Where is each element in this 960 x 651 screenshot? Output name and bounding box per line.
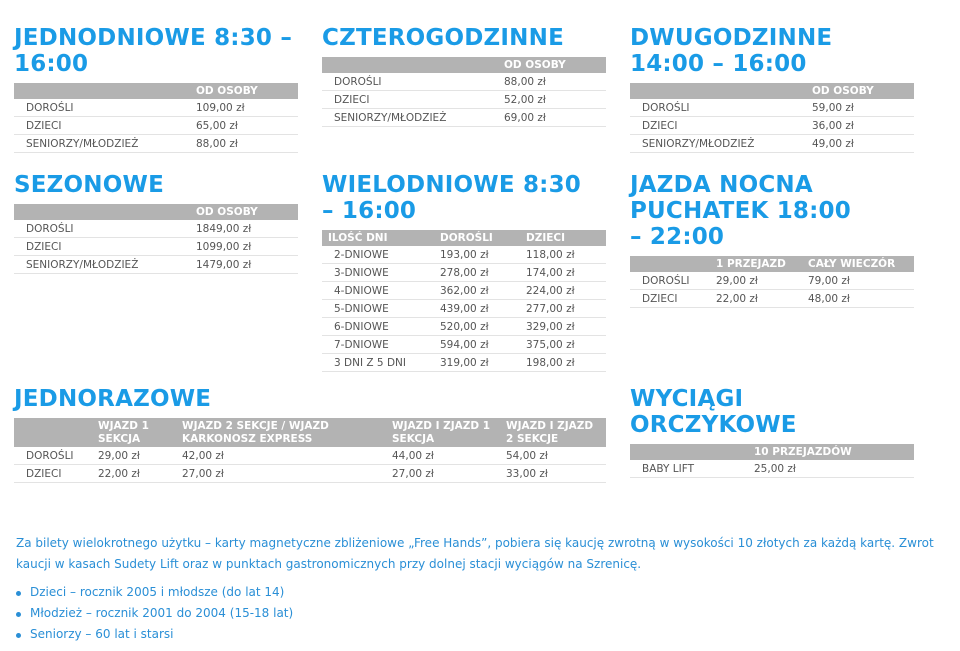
table-header-row [14,418,606,447]
section-czterogodzinne [322,25,606,127]
column-header [630,444,748,460]
section-dwugodzinne [630,25,914,153]
table-header-row [14,204,298,220]
column-header: OD OSOBY [190,204,298,220]
price-cell: 1479,00 zł [190,256,298,274]
table-row [630,99,914,117]
price-table [630,444,914,478]
row-label: DZIECI [630,117,806,135]
price-table [14,83,298,153]
table-row [630,272,914,290]
column-header: 10 PRZEJAZDÓW [748,444,914,460]
column-header: DOROŚLI [434,230,520,246]
price-cell: 109,00 zł [190,99,298,117]
section-title: JEDNORAZOWE [14,386,212,412]
price-table [630,83,914,153]
price-cell: 27,00 zł [386,465,500,483]
table-row [630,117,914,135]
price-cell: 375,00 zł [520,336,606,354]
table-row [14,135,298,153]
column-header: DZIECI [520,230,606,246]
price-cell: 1099,00 zł [190,238,298,256]
table-row [322,300,606,318]
table-header-row [322,230,606,246]
table-row [322,73,606,91]
price-cell: 79,00 zł [802,272,914,290]
row-label: DOROŚLI [322,73,498,91]
column-header: OD OSOBY [806,83,914,99]
age-groups-list [16,582,293,645]
section-wyciagi [630,386,914,478]
column-header: WJAZD I ZJAZD 1 SEKCJA [386,418,500,447]
row-label: 7-DNIOWE [322,336,434,354]
section-wielodniowe [322,172,606,372]
table-header-row [630,444,914,460]
column-header: 1 PRZEJAZD [710,256,802,272]
column-header [630,83,806,99]
section-sezonowe [14,172,298,274]
section-title: JEDNODNIOWE 8:30 – 16:00 [14,25,293,77]
row-label: SENIORZY/MŁODZIEŻ [14,135,190,153]
table-row [322,264,606,282]
price-table [322,230,606,372]
column-header: WJAZD I ZJAZD 2 SEKCJE [500,418,606,447]
list-item: Dzieci – rocznik 2005 i młodsze (do lat 14) [16,582,293,603]
section-title: WYCIĄGI ORCZYKOWE [630,386,797,438]
table-row [322,336,606,354]
row-label: DZIECI [322,91,498,109]
price-cell: 278,00 zł [434,264,520,282]
table-row [14,238,298,256]
price-cell: 520,00 zł [434,318,520,336]
table-row [630,460,914,478]
row-label: 3 DNI Z 5 DNI [322,354,434,372]
price-cell: 174,00 zł [520,264,606,282]
price-table [322,57,606,127]
table-header-row [322,57,606,73]
column-header [14,204,190,220]
section-title: SEZONOWE [14,172,164,198]
price-cell: 88,00 zł [190,135,298,153]
row-label: DZIECI [14,465,92,483]
column-header [322,57,498,73]
price-cell: 49,00 zł [806,135,914,153]
row-label: DZIECI [14,117,190,135]
price-cell: 362,00 zł [434,282,520,300]
row-label: SENIORZY/MŁODZIEŻ [14,256,190,274]
price-cell: 29,00 zł [92,447,176,465]
price-table [14,204,298,274]
price-cell: 88,00 zł [498,73,606,91]
section-jednodniowe [14,25,298,153]
table-row [322,354,606,372]
price-cell: 1849,00 zł [190,220,298,238]
price-cell: 329,00 zł [520,318,606,336]
table-row [630,135,914,153]
table-row [322,91,606,109]
price-cell: 439,00 zł [434,300,520,318]
row-label: DOROŚLI [630,272,710,290]
column-header: CAŁY WIECZÓR [802,256,914,272]
column-header [630,256,710,272]
row-label: SENIORZY/MŁODZIEŻ [630,135,806,153]
price-cell: 594,00 zł [434,336,520,354]
table-header-row [630,256,914,272]
table-row [14,99,298,117]
price-cell: 42,00 zł [176,447,386,465]
section-title: CZTEROGODZINNE [322,25,564,51]
row-label: DZIECI [630,290,710,308]
table-row [322,109,606,127]
price-cell: 277,00 zł [520,300,606,318]
deposit-note: Za bilety wielokrotnego użytku – karty magnetyczne zbliżeniowe „Free Hands”, pobiera się kaucję zwrotną w wysokości 10 złotych za każdą kartę. Zwrot kaucji w kasach Sudety Lift oraz w punktach gastronomicznych przy dolnej stacji wyciągów na Szrenicę. [16,536,934,571]
row-label: 5-DNIOWE [322,300,434,318]
list-item: Seniorzy – 60 lat i starsi [16,624,293,645]
row-label: DOROŚLI [14,99,190,117]
section-title: DWUGODZINNE 14:00 – 16:00 [630,25,833,77]
table-row [14,220,298,238]
row-label: DOROŚLI [14,220,190,238]
row-label: BABY LIFT [630,460,748,478]
price-cell: 25,00 zł [748,460,914,478]
price-cell: 36,00 zł [806,117,914,135]
price-cell: 198,00 zł [520,354,606,372]
price-cell: 118,00 zł [520,246,606,264]
list-item: Młodzież – rocznik 2001 do 2004 (15-18 lat) [16,603,293,624]
row-label: DOROŚLI [630,99,806,117]
section-title: JAZDA NOCNA PUCHATEK 18:00 – 22:00 [630,172,851,250]
price-cell: 22,00 zł [710,290,802,308]
price-cell: 193,00 zł [434,246,520,264]
column-header: ILOŚĆ DNI [322,230,434,246]
row-label: 4-DNIOWE [322,282,434,300]
column-header: WJAZD 1 SEKCJA [92,418,176,447]
price-table [630,256,914,308]
table-row [322,246,606,264]
row-label: 3-DNIOWE [322,264,434,282]
row-label: SENIORZY/MŁODZIEŻ [322,109,498,127]
table-row [630,290,914,308]
price-cell: 319,00 zł [434,354,520,372]
column-header: OD OSOBY [190,83,298,99]
table-header-row [630,83,914,99]
price-cell: 33,00 zł [500,465,606,483]
section-jazda-nocna [630,172,914,308]
table-header-row [14,83,298,99]
section-title: WIELODNIOWE 8:30 – 16:00 [322,172,581,224]
table-row [14,117,298,135]
row-label: DZIECI [14,238,190,256]
table-row [14,447,606,465]
price-cell: 54,00 zł [500,447,606,465]
section-jednorazowe [14,386,606,483]
price-cell: 224,00 zł [520,282,606,300]
price-cell: 59,00 zł [806,99,914,117]
price-cell: 65,00 zł [190,117,298,135]
price-cell: 29,00 zł [710,272,802,290]
row-label: 2-DNIOWE [322,246,434,264]
price-table [14,418,606,483]
price-cell: 27,00 zł [176,465,386,483]
column-header: WJAZD 2 SEKCJE / WJAZD KARKONOSZ EXPRESS [176,418,386,447]
price-cell: 44,00 zł [386,447,500,465]
column-header: OD OSOBY [498,57,606,73]
column-header [14,418,92,447]
price-cell: 52,00 zł [498,91,606,109]
row-label: 6-DNIOWE [322,318,434,336]
table-row [14,465,606,483]
table-row [14,256,298,274]
price-cell: 69,00 zł [498,109,606,127]
table-row [322,318,606,336]
column-header [14,83,190,99]
table-row [322,282,606,300]
price-cell: 48,00 zł [802,290,914,308]
row-label: DOROŚLI [14,447,92,465]
price-cell: 22,00 zł [92,465,176,483]
